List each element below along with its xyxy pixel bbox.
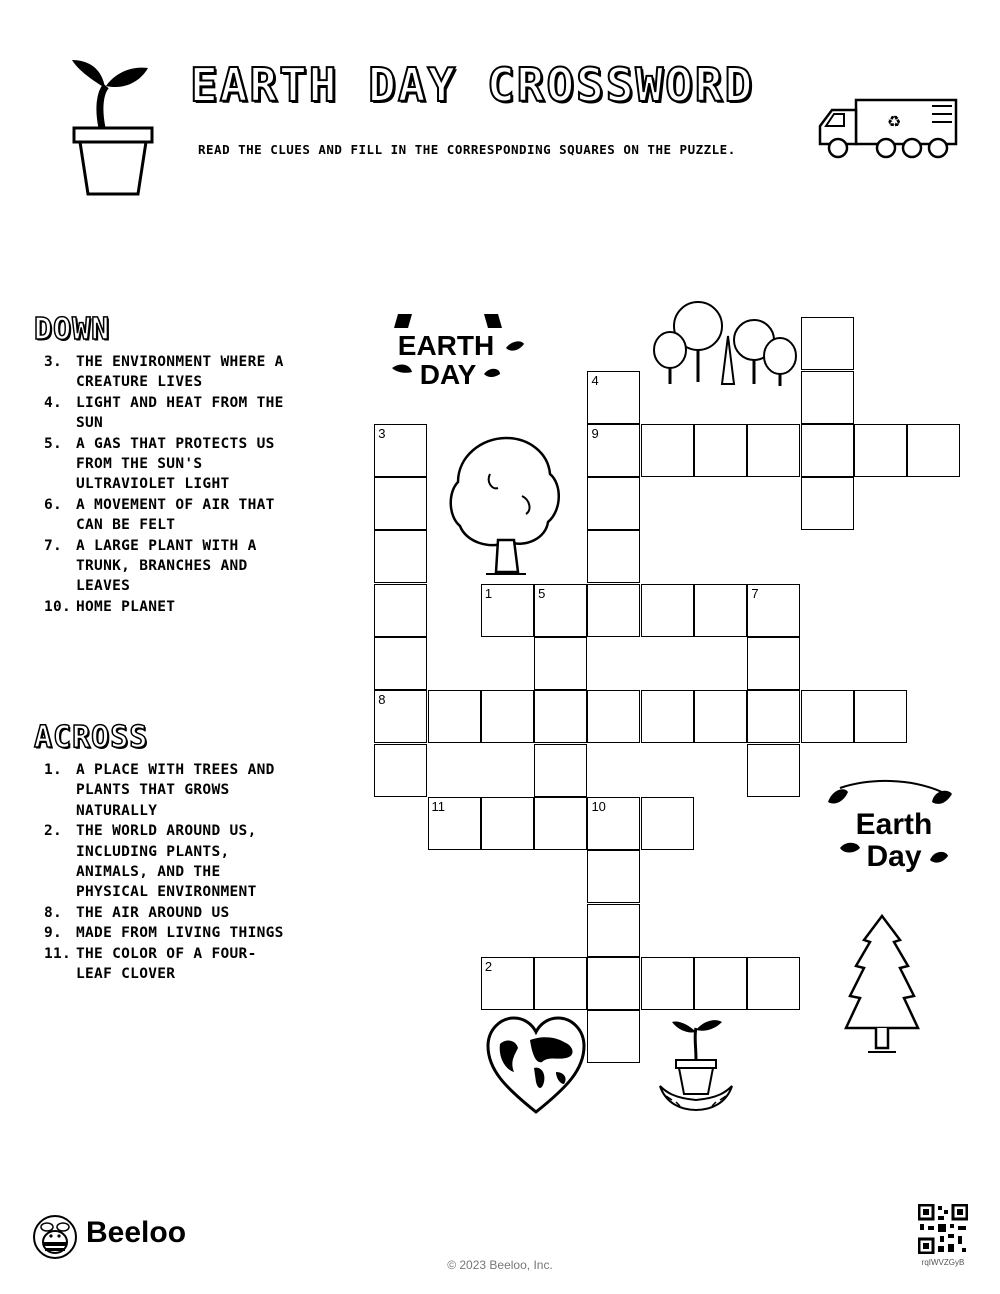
crossword-cell[interactable] (801, 477, 854, 530)
crossword-cell[interactable] (428, 797, 481, 850)
pine-tree-icon (842, 914, 922, 1056)
potted-plant-icon (68, 58, 158, 198)
clue-number: 2 (484, 958, 493, 974)
crossword-cell[interactable] (587, 424, 640, 477)
crossword-cell[interactable] (747, 957, 800, 1010)
heart-globe-icon (486, 1016, 586, 1116)
crossword-cell[interactable] (587, 850, 640, 903)
qr-code-icon[interactable] (918, 1204, 968, 1254)
badge-line-1: EARTH (397, 330, 495, 361)
crossword-cell[interactable] (641, 690, 694, 743)
down-heading: DOWN (34, 312, 111, 347)
across-clue: 8. THE AIR AROUND US (44, 904, 230, 921)
crossword-cell[interactable] (694, 957, 747, 1010)
crossword-cell[interactable] (428, 690, 481, 743)
page-title: EARTH DAY CROSSWORD (190, 58, 755, 112)
across-clue: 2. THE WORLD AROUND US, INCLUDING PLANTS, ANIMALS, AND THE PHYSICAL ENVIRONMENT (44, 823, 257, 901)
across-clue-list (44, 760, 284, 984)
crossword-cell[interactable] (641, 584, 694, 637)
crossword-cell[interactable] (801, 424, 854, 477)
crossword-cell[interactable] (854, 690, 907, 743)
svg-text:♻: ♻ (886, 112, 902, 131)
tree-icon (446, 434, 566, 580)
forest-trees-icon (650, 300, 800, 390)
down-clue: 4. LIGHT AND HEAT FROM THE SUN (44, 394, 284, 432)
crossword-cell[interactable] (801, 317, 854, 370)
qr-code-label: rqIWVZGyB (921, 1258, 965, 1267)
crossword-cell[interactable] (854, 424, 907, 477)
crossword-cell[interactable] (534, 584, 587, 637)
clue-number: 8 (378, 692, 386, 708)
crossword-cell[interactable] (694, 424, 747, 477)
crossword-cell[interactable] (374, 690, 427, 743)
crossword-cell[interactable] (641, 957, 694, 1010)
crossword-cell[interactable] (481, 584, 534, 637)
badge-line-1: Earth (855, 808, 933, 841)
crossword-cell[interactable] (801, 371, 854, 424)
crossword-cell[interactable] (534, 797, 587, 850)
crossword-cell[interactable] (374, 477, 427, 530)
earth-day-badge (384, 312, 526, 392)
crossword-cell[interactable] (747, 424, 800, 477)
crossword-cell[interactable] (587, 477, 640, 530)
crossword-cell[interactable] (374, 424, 427, 477)
instructions: READ THE CLUES AND FILL IN THE CORRESPONDING SQUARES ON THE PUZZLE. (198, 142, 736, 157)
crossword-cell[interactable] (587, 584, 640, 637)
crossword-cell[interactable] (641, 797, 694, 850)
crossword-cell[interactable] (747, 690, 800, 743)
crossword-cell[interactable] (534, 690, 587, 743)
crossword-cell[interactable] (747, 744, 800, 797)
brand-name: Beeloo (86, 1216, 187, 1249)
clue-number: 1 (484, 585, 493, 601)
crossword-cell[interactable] (481, 797, 534, 850)
crossword-cell[interactable] (747, 637, 800, 690)
down-clue: 6. A MOVEMENT OF AIR THAT CAN BE FELT (44, 496, 275, 534)
across-clue: 11. THE COLOR OF A FOUR-LEAF CLOVER (44, 945, 257, 983)
across-clue: 1. A PLACE WITH TREES AND PLANTS THAT GROWS NATURALLY (44, 762, 275, 819)
recycling-truck-icon (814, 96, 964, 162)
crossword-cell[interactable] (907, 424, 960, 477)
clue-number: 5 (538, 585, 546, 601)
crossword-cell[interactable] (694, 690, 747, 743)
crossword-cell[interactable] (587, 957, 640, 1010)
across-heading: ACROSS (34, 720, 149, 755)
badge-line-2: Day (866, 840, 922, 873)
crossword-cell[interactable] (587, 904, 640, 957)
clue-number: 11 (431, 798, 446, 814)
crossword-cell[interactable] (747, 584, 800, 637)
crossword-cell[interactable] (587, 1010, 640, 1063)
crossword-cell[interactable] (374, 637, 427, 690)
crossword-cell[interactable] (374, 584, 427, 637)
across-clue: 9. MADE FROM LIVING THINGS (44, 925, 284, 942)
crossword-cell[interactable] (481, 957, 534, 1010)
down-clue: 5. A GAS THAT PROTECTS US FROM THE SUN'S ULTRAVIOLET LIGHT (44, 435, 275, 493)
seedling-in-hands-icon (656, 1016, 736, 1116)
earth-day-badge (810, 778, 960, 874)
crossword-cell[interactable] (587, 690, 640, 743)
crossword-cell[interactable] (374, 530, 427, 583)
crossword-cell[interactable] (481, 690, 534, 743)
down-clue: 3. THE ENVIRONMENT WHERE A CREATURE LIVES (44, 354, 284, 391)
crossword-cell[interactable] (587, 530, 640, 583)
crossword-cell[interactable] (587, 797, 640, 850)
crossword-cell[interactable] (534, 744, 587, 797)
down-clue: 10. HOME PLANET (44, 598, 176, 615)
crossword-cell[interactable] (374, 744, 427, 797)
crossword-cell[interactable] (641, 424, 694, 477)
copyright: © 2023 Beeloo, Inc. (447, 1258, 553, 1272)
bee-logo-icon (32, 1214, 78, 1260)
crossword-cell[interactable] (534, 957, 587, 1010)
crossword-cell[interactable] (694, 584, 747, 637)
clue-number: 3 (378, 425, 386, 441)
clue-number: 7 (751, 585, 759, 601)
crossword-cell[interactable] (801, 690, 854, 743)
clue-number: 9 (591, 425, 599, 441)
down-clue-list (44, 352, 284, 617)
crossword-cell[interactable] (587, 371, 640, 424)
clue-number: 10 (591, 798, 606, 814)
crossword-cell[interactable] (534, 637, 587, 690)
clue-number: 4 (591, 372, 599, 388)
badge-line-2: DAY (419, 359, 477, 390)
down-clue: 7. A LARGE PLANT WITH A TRUNK, BRANCHES AND LEAVES (44, 537, 257, 595)
